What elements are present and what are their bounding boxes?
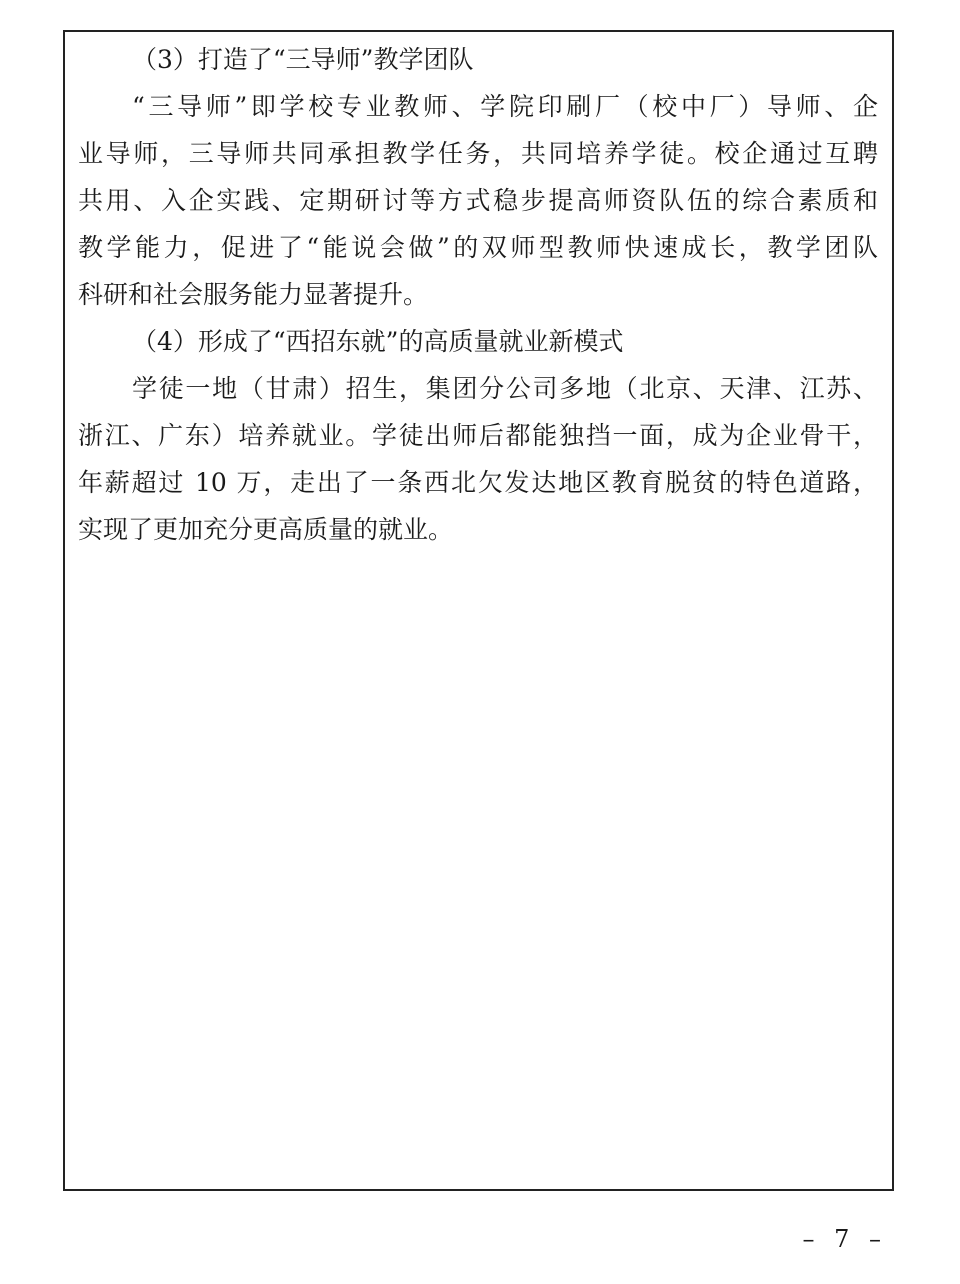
- paragraph-3-line-4: 教学能力，促进了“能说会做”的双师型教师快速成长，教学团队: [78, 233, 878, 262]
- page-number: – 7 –: [802, 1225, 887, 1253]
- paragraph-4-line-4: 实现了更加充分更高质量的就业。: [78, 515, 454, 544]
- section-heading-4: （4）形成了“西招东就”的高质量就业新模式: [132, 327, 624, 356]
- paragraph-4-line-1: 学徒一地（甘肃）招生，集团分公司多地（北京、天津、江苏、: [132, 374, 878, 403]
- paragraph-4-line-3: 年薪超过 10 万，走出了一条西北欠发达地区教育脱贫的特色道路，: [78, 468, 878, 497]
- paragraph-3-line-2: 业导师，三导师共同承担教学任务，共同培养学徒。校企通过互聘: [78, 139, 878, 168]
- paragraph-3-line-5: 科研和社会服务能力显著提升。: [78, 280, 429, 309]
- document-body: [78, 36, 878, 553]
- paragraph-4-line-2: 浙江、广东）培养就业。学徒出师后都能独挡一面，成为企业骨干，: [78, 421, 878, 450]
- paragraph-3-line-3: 共用、入企实践、定期研讨等方式稳步提高师资队伍的综合素质和: [78, 186, 878, 215]
- paragraph-3-line-1: “三导师”即学校专业教师、学院印刷厂（校中厂）导师、企: [132, 92, 878, 121]
- section-heading-3: （3）打造了“三导师”教学团队: [132, 45, 474, 74]
